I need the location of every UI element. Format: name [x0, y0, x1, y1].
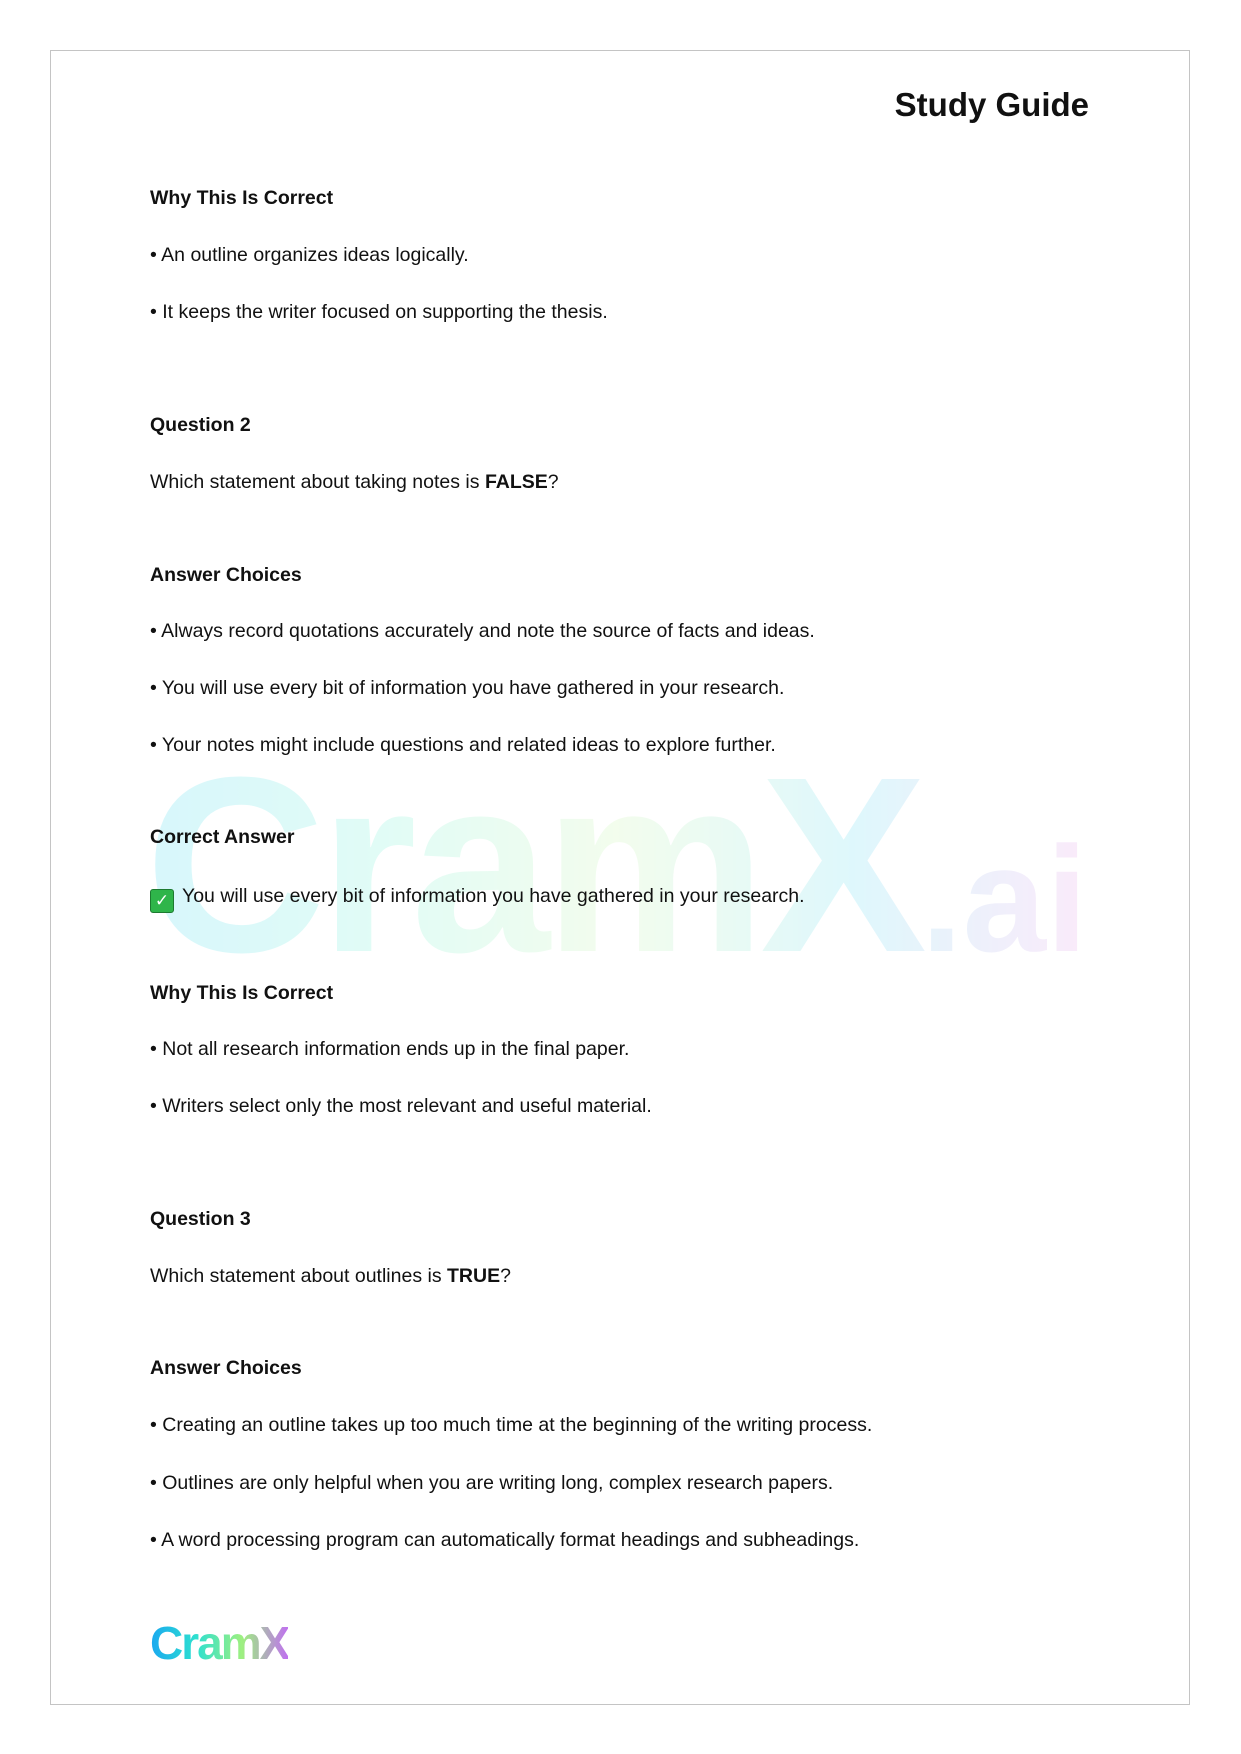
bullet-item: • Writers select only the most relevant and useful material.: [150, 1095, 652, 1117]
bullet-item: • Your notes might include questions and related ideas to explore further.: [150, 734, 776, 756]
watermark-logo: CramX.ai: [145, 725, 1088, 1004]
section-heading: Answer Choices: [150, 1357, 302, 1379]
cramx-logo: CramX: [150, 1617, 289, 1669]
page-title: Study Guide: [894, 86, 1089, 123]
bullet-item: • An outline organizes ideas logically.: [150, 244, 469, 266]
question-bold: FALSE: [484, 471, 548, 493]
bullet-item: • Creating an outline takes up too much time at the beginning of the writing process.: [150, 1414, 873, 1436]
section-heading: Correct Answer: [150, 826, 295, 848]
question-pre: Which statement about outlines is: [150, 1265, 447, 1287]
bullet-item: • Always record quotations accurately and note the source of facts and ideas.: [150, 620, 815, 642]
section-heading: Why This Is Correct: [150, 982, 334, 1004]
question-bold: TRUE: [447, 1265, 501, 1287]
bullet-item: • A word processing program can automatically format headings and subheadings.: [150, 1529, 860, 1551]
section-heading: Answer Choices: [150, 564, 302, 586]
bullet-item: • It keeps the writer focused on supporting the thesis.: [150, 301, 608, 323]
correct-answer: [150, 884, 805, 913]
bullet-item: • You will use every bit of information you have gathered in your research.: [150, 677, 785, 699]
answer-text: You will use every bit of information you have gathered in your research.: [182, 885, 805, 907]
section-heading: Why This Is Correct: [150, 187, 334, 209]
section-heading: Question 2: [150, 414, 251, 436]
section-heading: Question 3: [150, 1208, 251, 1230]
question-post: ?: [547, 471, 559, 493]
question-pre: Which statement about taking notes is: [150, 471, 485, 493]
question-text: [150, 470, 559, 494]
bullet-item: • Outlines are only helpful when you are writing long, complex research papers.: [150, 1472, 834, 1494]
page-frame: [50, 50, 1190, 1705]
question-text: [150, 1264, 511, 1288]
question-post: ?: [500, 1265, 511, 1287]
bullet-item: • Not all research information ends up in the final paper.: [150, 1038, 630, 1060]
check-mark-icon: ✓: [150, 889, 174, 913]
